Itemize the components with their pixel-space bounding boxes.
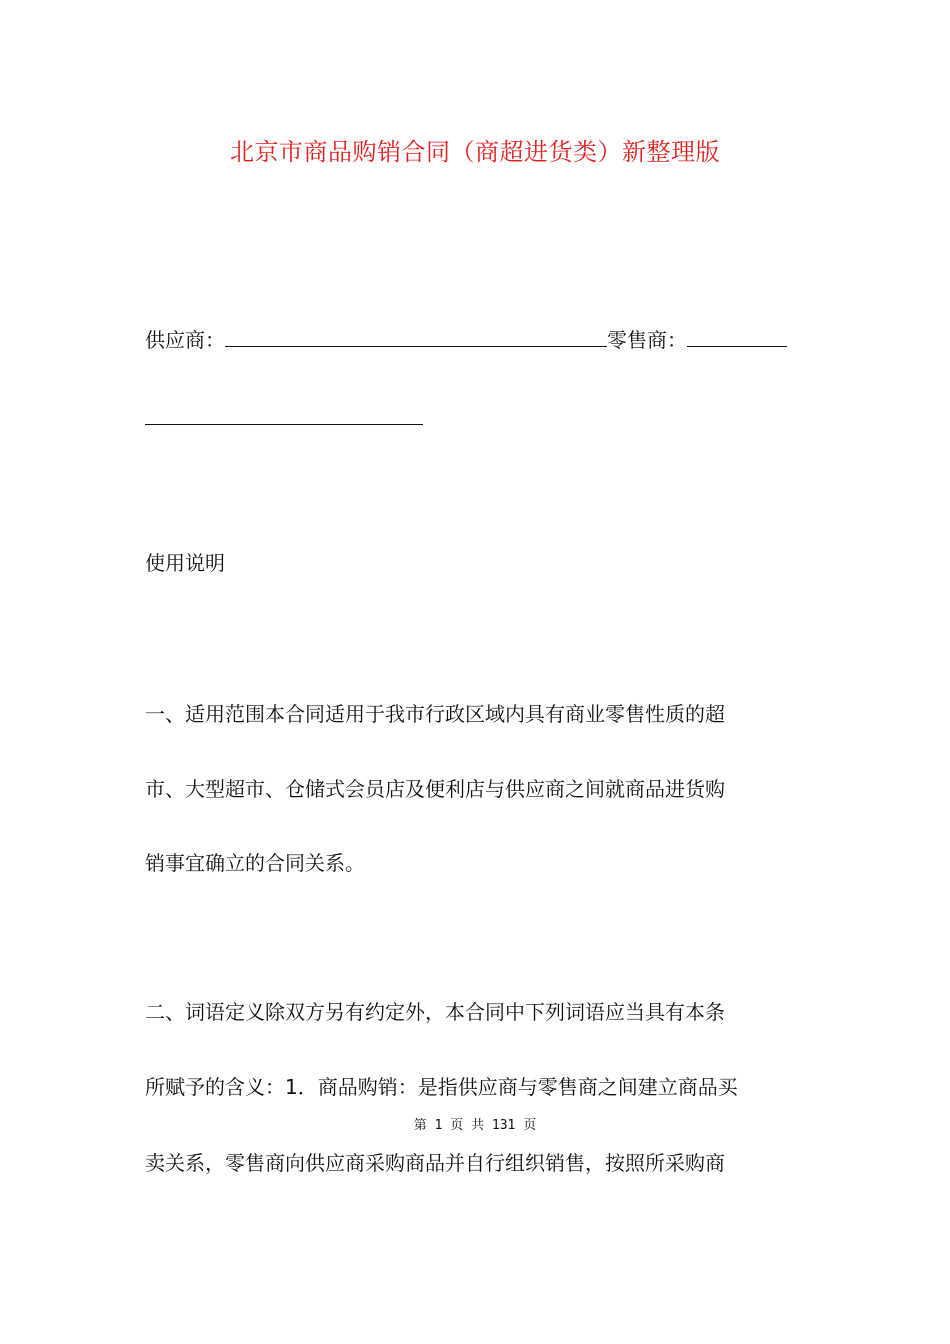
- document-title: 北京市商品购销合同（商超进货类）新整理版: [230, 138, 720, 166]
- paragraph-line: 一、适用范围本合同适用于我市行政区域内具有商业零售性质的超: [145, 702, 725, 726]
- supplier-label: 供应商：: [145, 328, 225, 352]
- retailer-label: 零售商：: [607, 328, 687, 352]
- retailer-blank-line2: [145, 406, 423, 425]
- usage-heading: 使用说明: [145, 551, 225, 575]
- retailer-blank-continued: [145, 406, 423, 430]
- paragraph-line: 市、大型超市、仓储式会员店及便利店与供应商之间就商品进货购: [145, 777, 725, 801]
- supplier-blank: [225, 328, 607, 347]
- parties-line: [145, 328, 787, 352]
- paragraph-line: 销事宜确立的合同关系。: [145, 851, 365, 875]
- paragraph-line: 所赋予的含义：1．商品购销：是指供应商与零售商之间建立商品买: [145, 1075, 738, 1099]
- paragraph-line: 卖关系，零售商向供应商采购商品并自行组织销售，按照所采购商: [145, 1151, 725, 1175]
- page-footer: 第 1 页 共 131 页: [413, 1118, 537, 1133]
- retailer-blank: [687, 328, 787, 347]
- paragraph-line: 二、词语定义除双方另有约定外，本合同中下列词语应当具有本条: [145, 1000, 725, 1024]
